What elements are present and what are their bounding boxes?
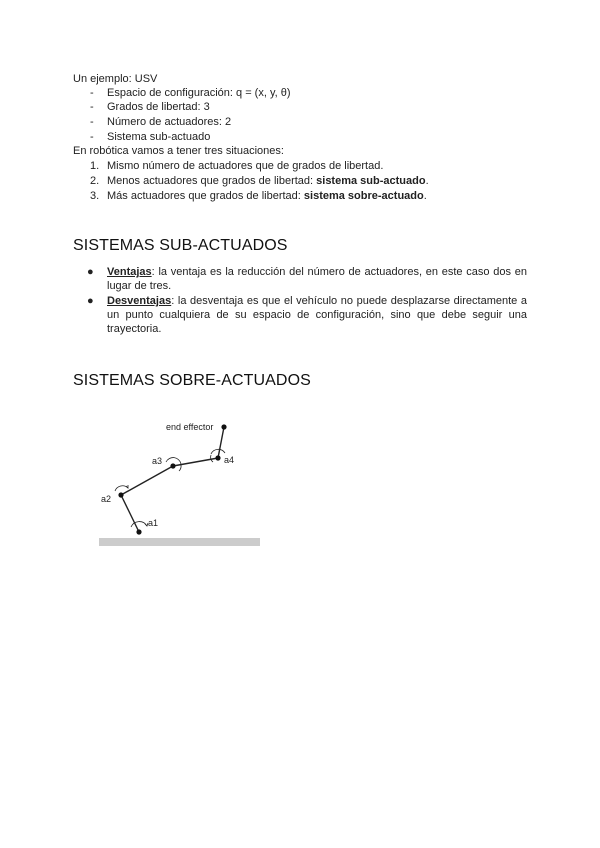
list-item-text: Número de actuadores: 2 xyxy=(107,116,232,128)
item-text: Más actuadores que grados de libertad: xyxy=(107,190,304,202)
item-text-wrap xyxy=(107,159,383,173)
joint-label-a4: a4 xyxy=(224,455,235,465)
bullet-text: : la ventaja es la reducción del número de actuadores, en este caso dos en lugar de tres. xyxy=(107,266,527,292)
bullet-term: Desventajas xyxy=(107,295,172,307)
list-item-text: Grados de libertad: 3 xyxy=(107,101,210,113)
end-effector-label: end effector xyxy=(166,422,214,432)
bullet-text: : la desventaja es que el vehículo no puede desplazarse directamente a un punto cualquiera de su espacio de configuración, sino que debe seguir una trayectoria. xyxy=(107,295,527,335)
rotation-arrow-icon xyxy=(166,458,181,464)
bullet-marker: ● xyxy=(87,266,94,278)
joint-label-a2: a2 xyxy=(101,494,112,504)
dash-marker: - xyxy=(90,131,94,143)
joint-a3 xyxy=(170,463,175,468)
link-3 xyxy=(173,458,218,466)
end-effector-point xyxy=(221,424,226,429)
joint-label-a3: a3 xyxy=(152,456,163,466)
item-end: . xyxy=(423,190,427,202)
item-text-wrap xyxy=(107,189,427,203)
dash-marker: - xyxy=(90,116,94,128)
intro-title: Un ejemplo: USV xyxy=(73,73,158,85)
joint-a2 xyxy=(118,492,123,497)
item-text: Menos actuadores que grados de libertad: xyxy=(107,175,317,187)
item-text-wrap xyxy=(107,174,429,188)
bullet-marker: ● xyxy=(87,295,94,307)
link-1 xyxy=(121,495,139,532)
item-number: 3. xyxy=(90,190,100,202)
section-heading-sub: SISTEMAS SUB-ACTUADOS xyxy=(73,237,288,254)
list-item-text: Espacio de configuración: q = (x, y, θ) xyxy=(107,87,291,99)
rotation-arrow-icon xyxy=(131,522,147,527)
joint-label-a1: a1 xyxy=(148,518,159,528)
bullet-term: Ventajas xyxy=(107,266,152,278)
list-item-text: Sistema sub-actuado xyxy=(107,131,211,143)
item-number: 1. xyxy=(90,160,100,172)
dash-marker: - xyxy=(90,87,94,99)
bullet-item xyxy=(87,294,527,336)
bullet-item xyxy=(87,265,527,293)
dash-marker: - xyxy=(90,101,94,113)
item-bold-term: sistema sobre-actuado xyxy=(303,190,424,202)
joint-a1 xyxy=(136,529,141,534)
bullet-body xyxy=(107,294,527,336)
item-bold-term: sistema sub-actuado xyxy=(316,175,426,187)
item-text: Mismo número de actuadores que de grados de libertad. xyxy=(107,160,384,172)
ground-bar xyxy=(99,538,260,546)
robot-arm-diagram xyxy=(96,415,266,550)
link-2 xyxy=(121,466,173,495)
arrowhead-icon xyxy=(126,485,128,488)
rotation-arrow-icon xyxy=(179,465,181,471)
rotation-arrow-icon xyxy=(211,449,225,454)
bullet-body xyxy=(107,265,527,293)
joint-a4 xyxy=(215,455,220,460)
item-number: 2. xyxy=(90,175,100,187)
section-heading-sobre: SISTEMAS SOBRE-ACTUADOS xyxy=(73,372,311,389)
item-end: . xyxy=(425,175,429,187)
situations-intro: En robótica vamos a tener tres situaciones: xyxy=(73,145,284,157)
link-4 xyxy=(218,427,224,458)
